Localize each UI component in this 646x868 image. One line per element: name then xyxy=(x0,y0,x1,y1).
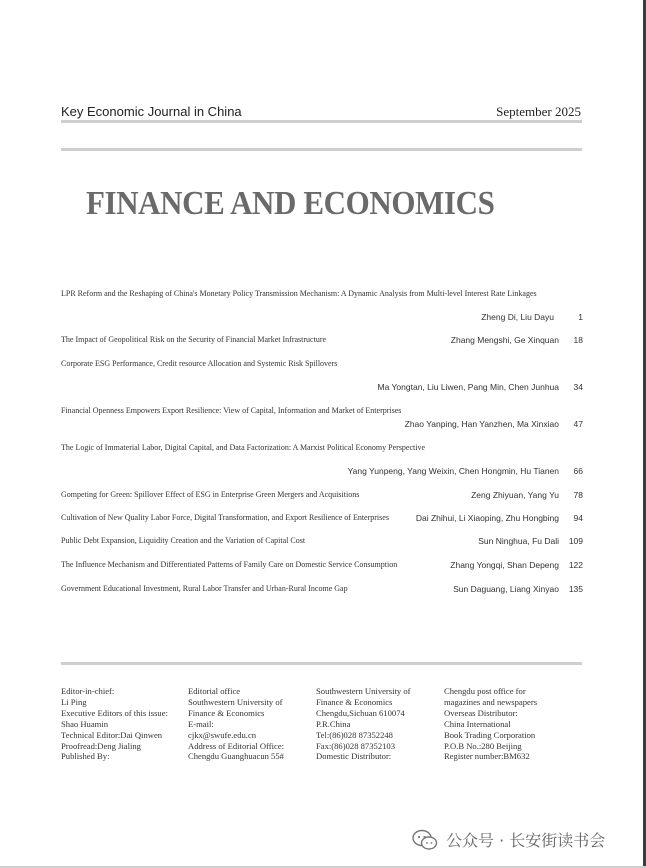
colophon-line: Technical Editor:Dai Qinwen xyxy=(61,729,163,740)
watermark xyxy=(412,828,605,851)
article-title[interactable]: The Impact of Geopolitical Risk on the Security of Financial Market Infrastructure xyxy=(61,335,327,344)
colophon-column-distribution xyxy=(444,686,537,762)
colophon-line: Finance & Economics xyxy=(316,696,393,707)
article-authors: Yang Yunpeng, Yang Weixin, Chen Hongmin, Hu Tianen xyxy=(347,466,559,476)
article-page: 1 xyxy=(578,312,583,322)
article-authors: Sun Daguang, Liang Xinyao xyxy=(453,584,559,594)
colophon-line: Shao Huamin xyxy=(61,718,109,729)
colophon-column-office xyxy=(188,686,284,762)
article-authors: Zhao Yanping, Han Yanzhen, Ma Xinxiao xyxy=(404,419,559,429)
colophon-line: Book Trading Corporation xyxy=(444,729,536,740)
article-authors: Ma Yongtan, Liu Liwen, Pang Min, Chen Junhua xyxy=(377,382,559,392)
article-page: 94 xyxy=(573,513,583,523)
article-page: 34 xyxy=(573,382,583,392)
colophon-line: Chengdu Guanghuacun 55# xyxy=(188,751,284,762)
article-page: 135 xyxy=(568,584,583,594)
article-title[interactable]: LPR Reform and the Reshaping of China's Monetary Policy Transmission Mechanism: A Dynamic Analysis from Multi-level Interest Rate Linkages xyxy=(61,289,537,298)
colophon-line: Domestic Distributor: xyxy=(316,751,392,762)
colophon-column-editors xyxy=(61,686,168,762)
colophon-line: China International xyxy=(444,718,511,729)
article-page: 18 xyxy=(573,335,583,345)
colophon-line: Li Ping xyxy=(61,696,87,707)
article-authors: Zheng Di, Liu Dayu xyxy=(481,312,554,322)
colophon-line: Chengdu,Sichuan 610074 xyxy=(316,707,405,718)
article-title[interactable]: Financial Openness Empowers Export Resilience: View of Capital, Information and Market of Enterprises xyxy=(61,406,402,415)
article-title[interactable]: The Logic of Immaterial Labor, Digital Capital, and Data Factorization: A Marxist Political Economy Perspective xyxy=(61,443,426,452)
article-authors: Zhang Yongqi, Shan Depeng xyxy=(450,560,559,570)
colophon-line: E-mail: xyxy=(188,718,214,729)
article-title[interactable]: Public Debt Expansion, Liquidity Creation and the Variation of Capital Cost xyxy=(61,536,306,545)
colophon-line: Editorial office xyxy=(188,686,241,696)
colophon-line: P.O.B No.:280 Beijing xyxy=(444,740,522,751)
article-authors: Dai Zhihui, Li Xiaoping, Zhu Hongbing xyxy=(415,513,559,523)
colophon-line: Executive Editors of this issue: xyxy=(61,707,168,718)
colophon-line: Southwestern University of xyxy=(316,686,411,696)
article-page: 47 xyxy=(573,419,583,429)
colophon-line: Fax:(86)028 87352103 xyxy=(316,740,396,751)
article-title[interactable]: The Influence Mechanism and Differentiated Patterns of Family Care on Domestic Service Consumption xyxy=(61,560,398,569)
article-authors: Zeng Zhiyuan, Yang Yu xyxy=(471,490,559,500)
colophon-line: Register number:BM632 xyxy=(444,751,530,762)
colophon-column-address xyxy=(316,686,411,762)
colophon-line: Southwestern University of xyxy=(188,696,283,707)
colophon-line: P.R.China xyxy=(316,718,351,729)
colophon-line: Proofread:Deng Jialing xyxy=(61,740,141,751)
article-title[interactable]: Corporate ESG Performance, Credit resource Allocation and Systemic Risk Spillovers xyxy=(61,359,338,368)
article-page: 66 xyxy=(573,466,583,476)
article-page: 122 xyxy=(568,560,583,570)
colophon-line: Address of Editorial Office: xyxy=(188,740,285,751)
colophon-email[interactable]: cjkx@swufe.edu.cn xyxy=(188,729,257,740)
article-title[interactable]: Cultivation of New Quality Labor Force, Digital Transformation, and Export Resilience of Enterprises xyxy=(61,513,389,522)
colophon-line: Finance & Economics xyxy=(188,707,265,718)
article-title[interactable]: Government Educational Investment, Rural Labor Transfer and Urban-Rural Income Gap xyxy=(61,584,348,593)
colophon-line: Chengdu post office for xyxy=(444,686,526,696)
journal-tagline: Key Economic Journal in China xyxy=(61,104,242,119)
wechat-icon xyxy=(412,829,438,851)
article-title[interactable]: Gompeting for Green: Spillover Effect of ESG in Enterprise Green Mergers and Acquisitions xyxy=(61,490,360,499)
article-authors: Zhang Mengshi, Ge Xinquan xyxy=(450,335,559,345)
article-page: 78 xyxy=(573,490,583,500)
watermark-text: 公众号 · 长安街读书会 xyxy=(446,831,606,850)
colophon-line: Overseas Distributor: xyxy=(444,707,518,718)
colophon-line: magazines and newspapers xyxy=(444,696,538,707)
issue-date: September 2025 xyxy=(496,104,581,119)
colophon-line: Published By: xyxy=(61,751,110,762)
article-authors: Sun Ninghua, Fu Dali xyxy=(478,536,559,546)
top-rule xyxy=(61,120,582,123)
colophon-line: Editor-in-chief: xyxy=(61,686,115,696)
bottom-rule xyxy=(61,662,582,665)
article-page: 109 xyxy=(568,536,583,546)
colophon-line: Tel:(86)028 87352248 xyxy=(316,729,393,740)
journal-title: FINANCE AND ECONOMICS xyxy=(86,184,495,222)
second-rule xyxy=(61,148,582,151)
